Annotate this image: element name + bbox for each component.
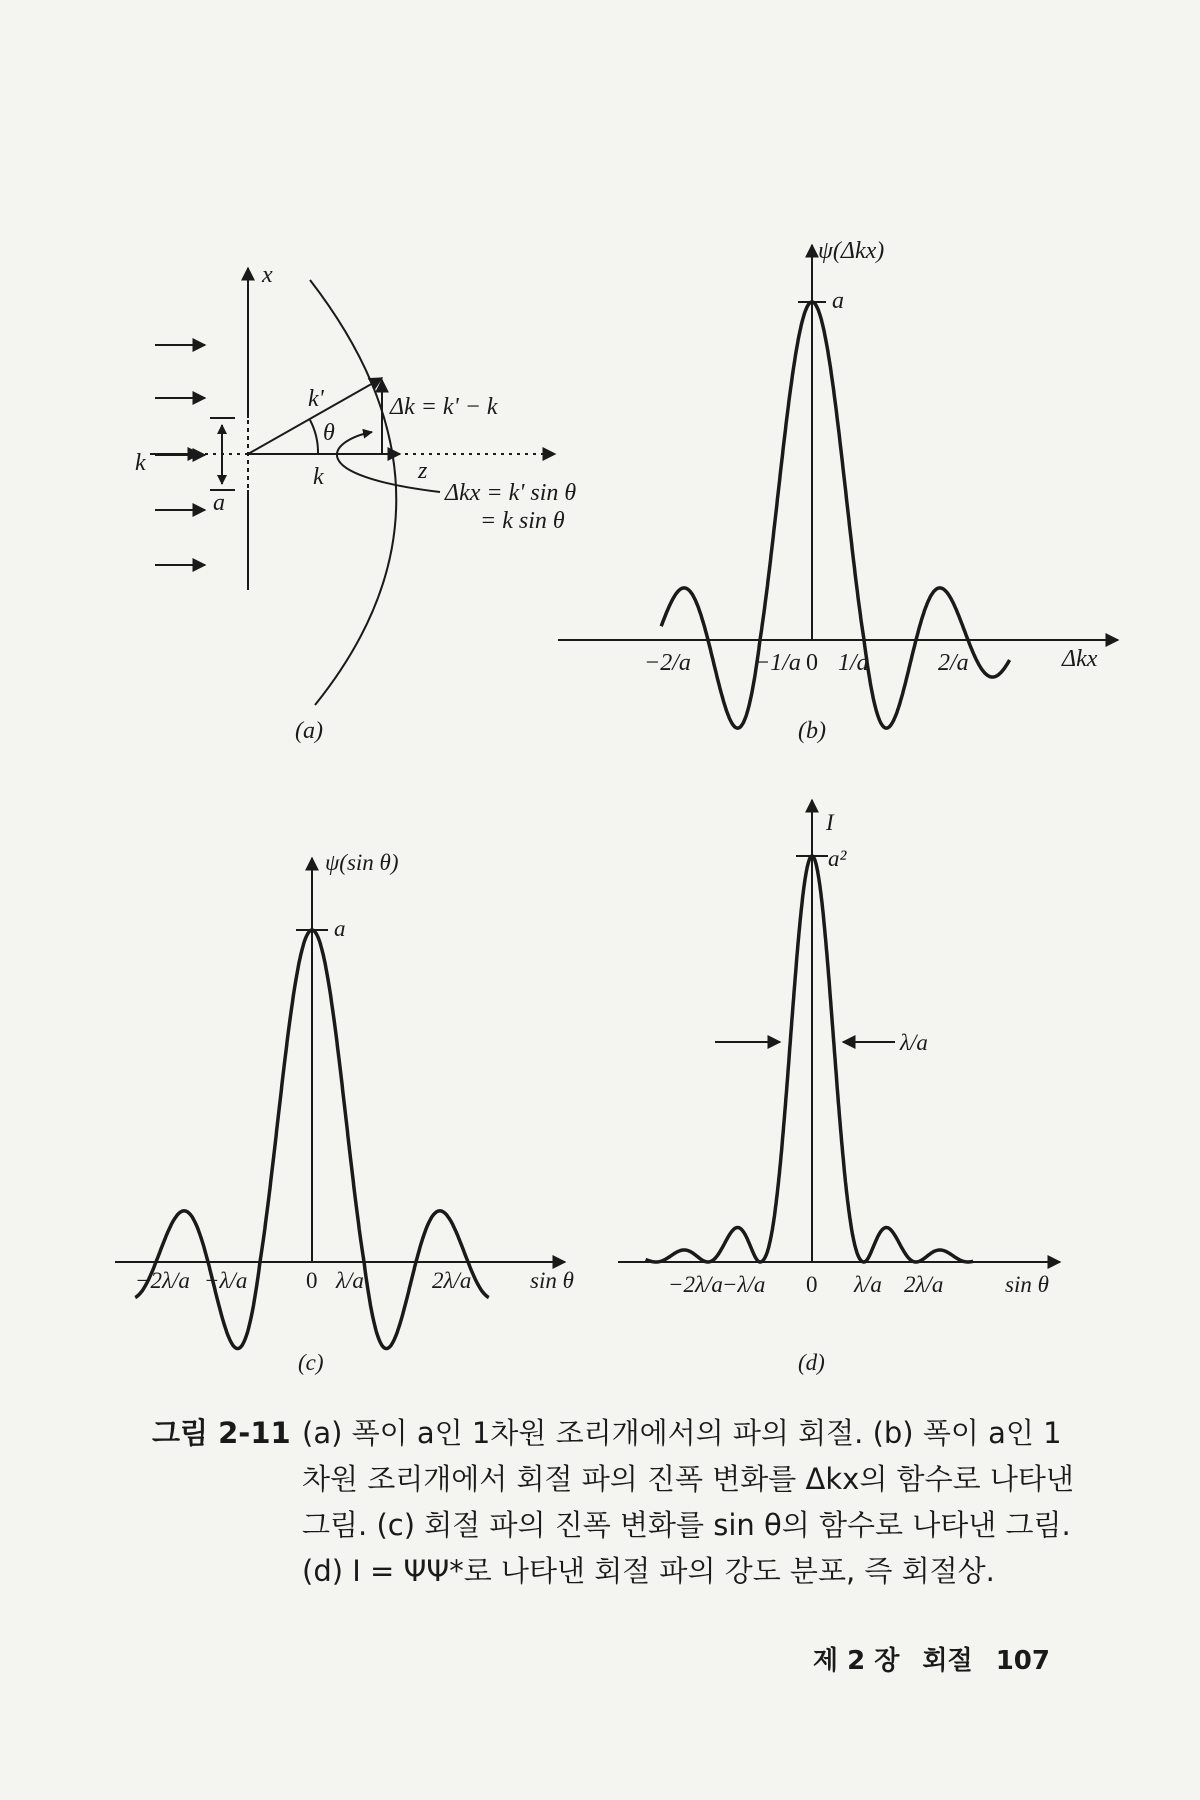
z-axis-label: z [418,458,428,484]
panel-c-label: (c) [298,1350,324,1375]
panel-b-tick-label: −1/a [754,650,801,676]
panel-d-tick-label: 0 [806,1272,818,1297]
delta-k-equation: Δk = k' − k [390,394,498,420]
panel-c-tick-label: 2λ/a [432,1268,472,1293]
panel-b-tick-label: −2/a [644,650,691,676]
panel-c-peak-label: a [334,916,346,941]
panel-b-ylabel: ψ(Δkx) [818,238,885,264]
panel-d-tick-label: −λ/a [722,1272,766,1297]
theta-arc [310,420,318,454]
caption-line: 그림. (c) 회절 파의 진폭 변화를 sin θ의 함수로 나타낸 그림. [302,1508,1071,1542]
slit-width-label: a [213,490,225,516]
panel-d-width-label: λ/a [900,1030,928,1055]
panel-c-tick-label: −2λ/a [135,1268,190,1293]
caption-line: 차원 조리개에서 회절 파의 진폭 변화를 Δkx의 함수로 나타낸 [302,1462,1074,1496]
panel-c-xlabel: sin θ [530,1268,574,1293]
theta-label: θ [323,420,335,446]
panel-c-ylabel: ψ(sin θ) [325,850,399,875]
panel-c-tick-label: λ/a [336,1268,364,1293]
panel-b-tick-label: 2/a [938,650,969,676]
panel-b-labels [644,238,1098,744]
caption-label: 그림 2-11 [152,1416,291,1450]
panel-d-tick-label: λ/a [854,1272,882,1297]
panel-a-labels [135,262,576,744]
x-axis-label: x [262,262,273,288]
panel-b-tick-label: 1/a [838,650,869,676]
panel-c-tick-label: 0 [306,1268,318,1293]
panel-d-labels [668,810,1049,1375]
footer-title: 회절 [922,1646,973,1676]
panel-b-label: (b) [798,718,826,744]
panel-a-label: (a) [295,718,323,744]
caption-body [302,1410,1074,1594]
k-vector-label: k [313,464,324,490]
panel-d-tick-label: −2λ/a [668,1272,723,1297]
panel-d-ylabel: I [826,810,834,835]
panel-d-curve [646,856,974,1262]
panel-b-tick-label: 0 [806,650,818,676]
k-prime-label: k' [308,386,324,412]
wavefront-arc [310,280,396,705]
panel-c-labels [135,850,574,1375]
panel-b-xlabel: Δkx [1062,646,1098,672]
page-number: 107 [995,1646,1050,1676]
k-in-label: k [135,450,146,476]
caption-line: (d) I = ΨΨ*로 나타낸 회절 파의 강도 분포, 즉 회절상. [302,1554,995,1588]
caption-line: (a) 폭이 a인 1차원 조리개에서의 파의 회절. (b) 폭이 a인 1 [302,1416,1062,1450]
panel-b-peak-label: a [832,288,844,314]
panel-d-xlabel: sin θ [1005,1272,1049,1297]
panel-d-tick-label: 2λ/a [904,1272,944,1297]
dkx-equation-2: = k sin θ [480,508,565,534]
panel-d-label: (d) [798,1350,825,1375]
panel-d-peak-label: a² [828,846,847,871]
panel-c-tick-label: −λ/a [204,1268,248,1293]
dkx-equation-1: Δkx = k' sin θ [445,480,577,506]
footer-chapter: 제 2 장 [812,1646,900,1676]
page-footer [799,1640,1050,1677]
